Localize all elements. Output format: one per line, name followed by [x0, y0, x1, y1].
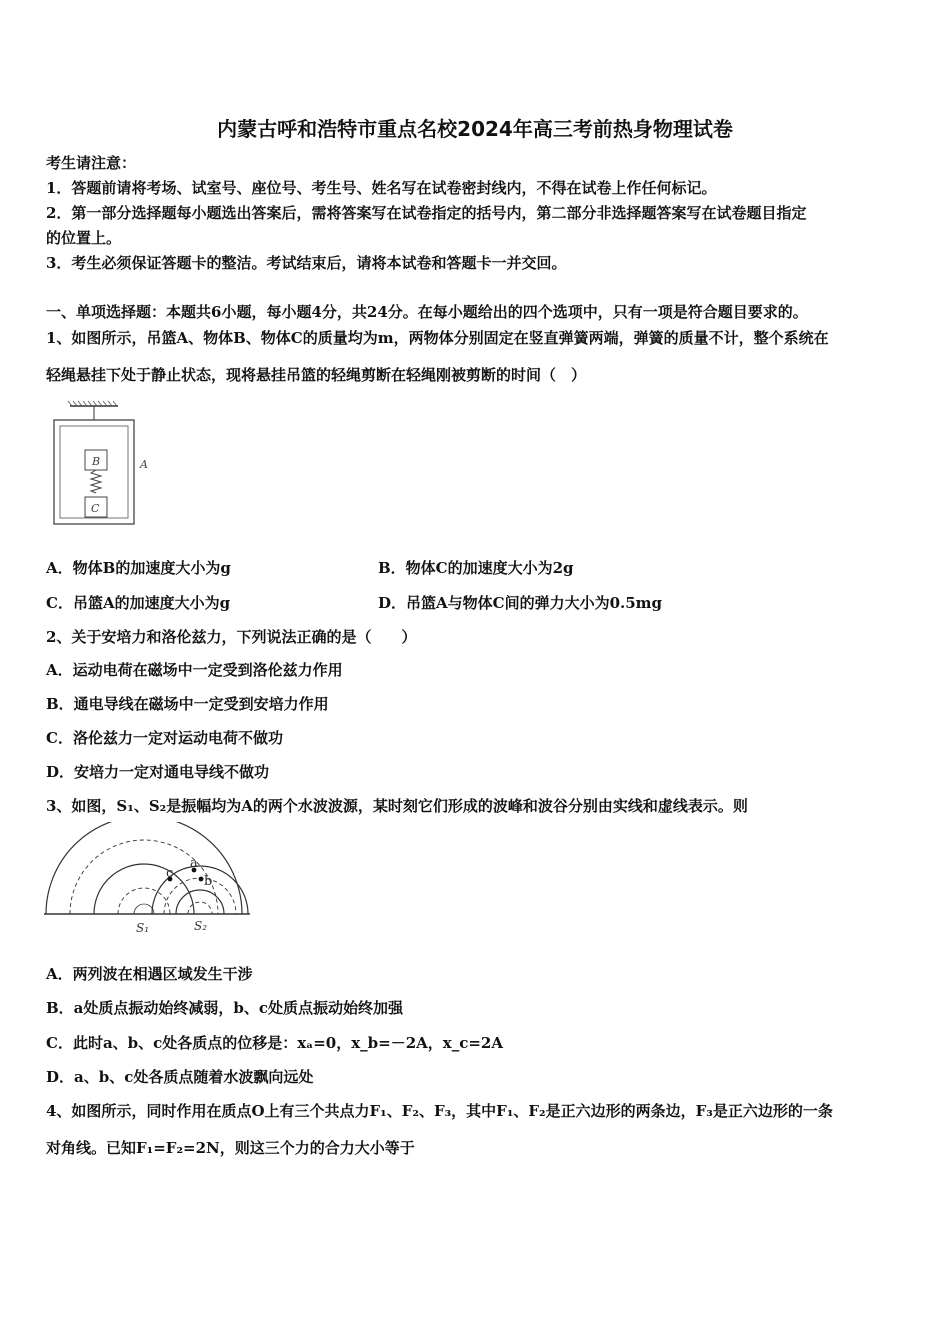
notice-item: 3．考生必须保证答题卡的整洁。考试结束后，请将本试卷和答题卡一并交回。 — [46, 254, 567, 272]
option-c: C．吊篮A的加速度大小为g — [46, 594, 231, 612]
option-b: B．物体C的加速度大小为2g — [378, 559, 574, 577]
option-b: B．a处质点振动始终减弱，b、c处质点振动始终加强 — [46, 999, 404, 1017]
figure-label-b: B — [92, 455, 101, 468]
water-wave-figure — [40, 822, 260, 937]
source-s2-label: S₂ — [194, 919, 208, 933]
question-1-stem-cont: 轻绳悬挂下处于静止状态，现将悬挂吊篮的轻绳剪断在轻绳刚被剪断的时间（ ） — [46, 366, 587, 384]
notice-item: 1．答题前请将考场、试室号、座位号、考生号、姓名写在试卷密封线内，不得在试卷上作任何标记。 — [46, 179, 717, 197]
figure-label-a: A — [140, 458, 148, 471]
question-4-stem-cont: 对角线。已知F₁=F₂=2N，则这三个力的合力大小等于 — [46, 1139, 415, 1157]
source-s1-label: S₁ — [136, 921, 150, 935]
section-heading: 一、单项选择题：本题共6小题，每小题4分，共24分。在每小题给出的四个选项中，只有一项是符合题目要求的。 — [46, 303, 808, 321]
option-d: D．吊篮A与物体C间的弹力大小为0.5mg — [378, 594, 663, 612]
option-a: A．两列波在相遇区域发生干涉 — [46, 965, 253, 983]
question-2-stem: 2、关于安培力和洛伦兹力，下列说法正确的是（ ） — [46, 628, 417, 646]
option-d: D．安培力一定对通电导线不做功 — [46, 763, 270, 781]
option-d: D．a、b、c处各质点随着水波飘向远处 — [46, 1068, 314, 1086]
page-title: 内蒙古呼和浩特市重点名校2024年高三考前热身物理试卷 — [217, 117, 733, 141]
option-c: C．洛伦兹力一定对运动电荷不做功 — [46, 729, 283, 747]
question-3-stem: 3、如图，S₁、S₂是振幅均为A的两个水波波源，某时刻它们形成的波峰和波谷分别由实线和虚线表示。则 — [46, 797, 748, 815]
notice-item: 2．第一部分选择题每小题选出答案后，需将答案写在试卷指定的括号内，第二部分非选择题答案写在试卷题目指定 — [46, 204, 807, 222]
notice-item: 的位置上。 — [46, 229, 122, 247]
question-4-stem: 4、如图所示，同时作用在质点O上有三个共点力F₁、F₂、F₃，其中F₁、F₂是正六边形的两条边，F₃是正六边形的一条 — [46, 1102, 833, 1120]
option-a: A．物体B的加速度大小为g — [46, 559, 231, 577]
option-b: B．通电导线在磁场中一定受到安培力作用 — [46, 695, 329, 713]
point-b-label: b — [204, 874, 213, 889]
point-c-label: c — [166, 866, 174, 881]
basket-spring-figure — [50, 400, 160, 530]
notice-heading: 考生请注意： — [46, 154, 137, 172]
option-c: C．此时a、b、c处各质点的位移是：xₐ=0，x_b=－2A，x_c=2A — [46, 1034, 504, 1052]
option-a: A．运动电荷在磁场中一定受到洛伦兹力作用 — [46, 661, 343, 679]
point-a-label: a — [190, 856, 198, 871]
figure-label-c: C — [91, 502, 100, 515]
question-1-stem: 1、如图所示，吊篮A、物体B、物体C的质量均为m，两物体分别固定在竖直弹簧两端，弹簧的质量不计，整个系统在 — [46, 329, 829, 347]
